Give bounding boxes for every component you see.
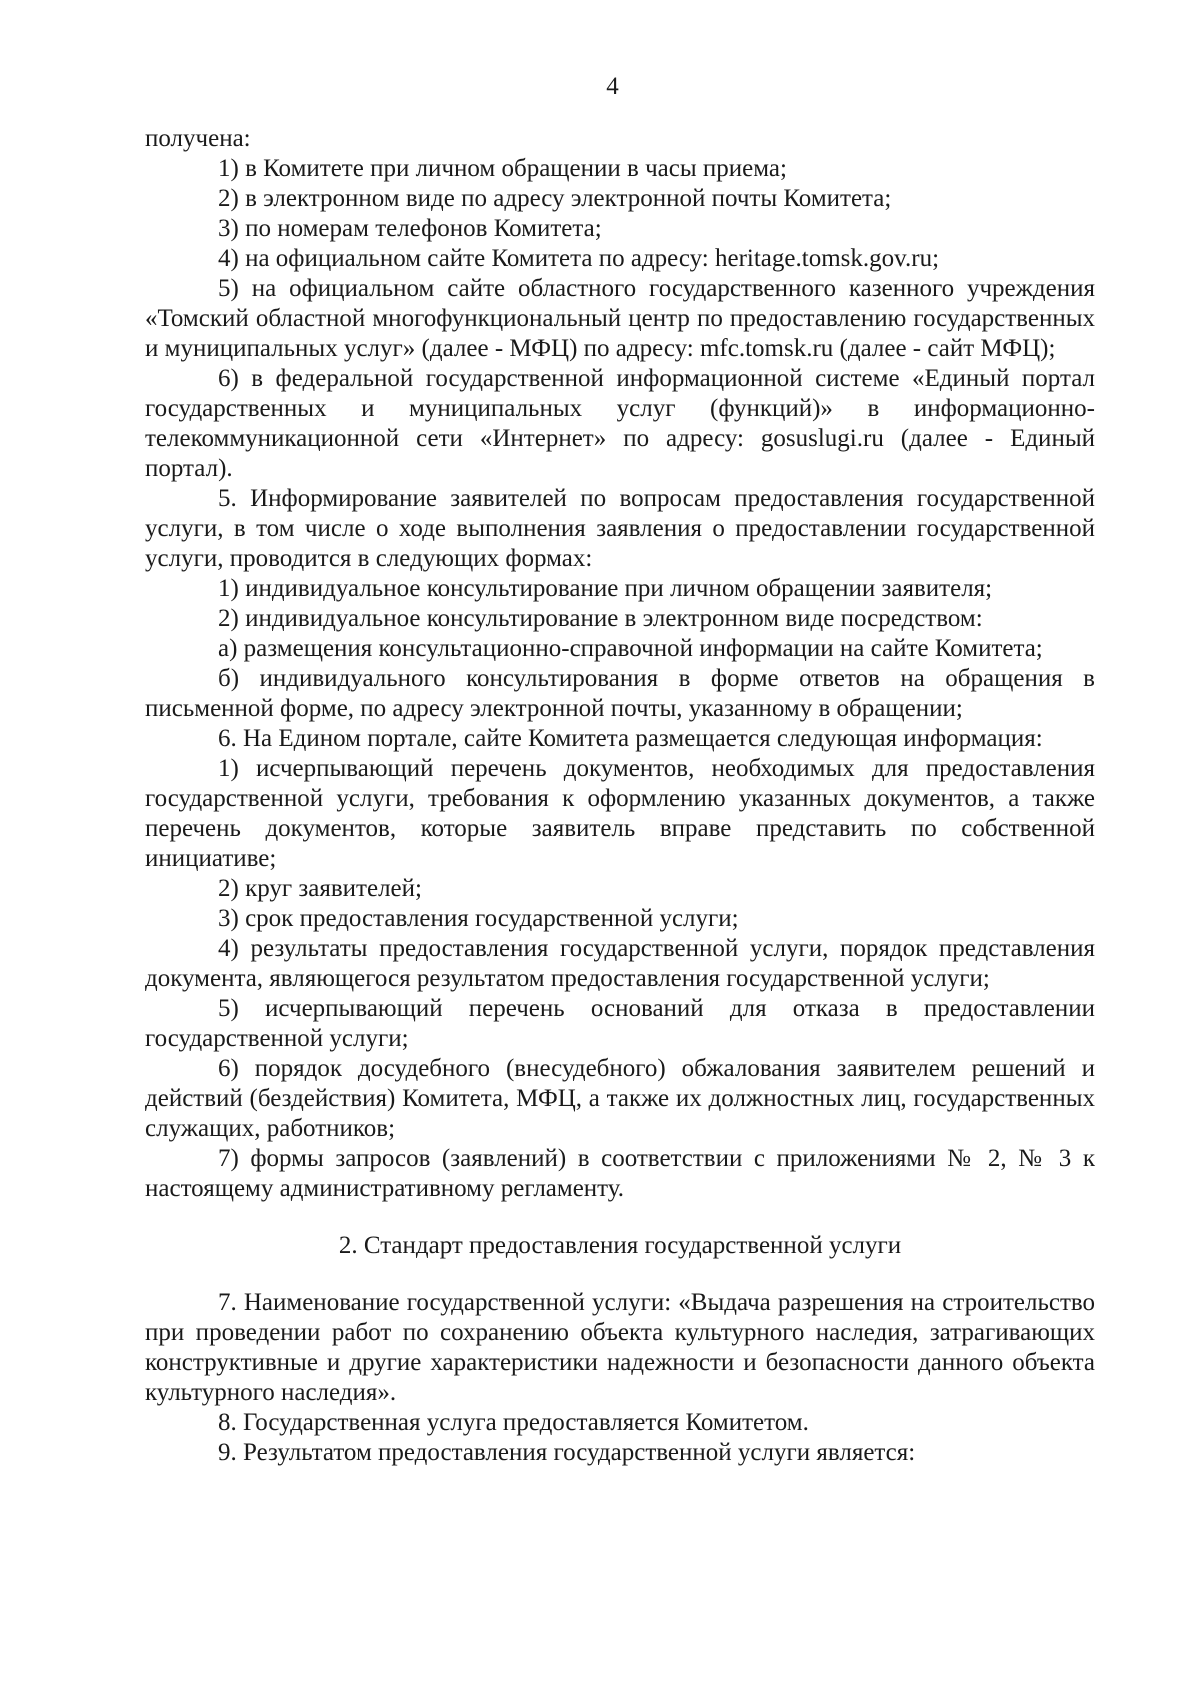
list-item: 1) в Комитете при личном обращении в часы приема; xyxy=(218,155,787,182)
list-item: а) размещения консультационно-справочной информации на сайте Комитета; xyxy=(218,635,1043,662)
list-item: 4) на официальном сайте Комитета по адресу: heritage.tomsk.gov.ru; xyxy=(218,245,940,272)
list-item: 6) порядок досудебного (внесудебного) обжалования заявителем решений и действий (бездействия) Комитета, МФЦ, а также их должностных лиц, государственных служащих, работников; xyxy=(145,1055,1095,1142)
document-body xyxy=(145,124,1095,1468)
list-item: б) индивидуального консультирования в форме ответов на обращения в письменной форме, по адресу электронной почты, указанному в обращении; xyxy=(145,665,1095,722)
list-item: 3) срок предоставления государственной услуги; xyxy=(218,905,739,932)
list-item: 5) исчерпывающий перечень оснований для отказа в предоставлении государственной услуги; xyxy=(145,995,1095,1052)
clause-paragraph: 5. Информирование заявителей по вопросам предоставления государственной услуги, в том числе о ходе выполнения заявления о предоставлении государственной услуги, проводится в следующих формах: xyxy=(145,485,1095,572)
page-number: 4 xyxy=(606,73,619,100)
list-item: 7) формы запросов (заявлений) в соответствии с приложениями № 2, № 3 к настоящему административному регламенту. xyxy=(145,1145,1095,1202)
paragraph: получена: xyxy=(145,125,251,152)
list-item: 2) индивидуальное консультирование в электронном виде посредством: xyxy=(218,605,983,632)
list-item: 2) в электронном виде по адресу электронной почты Комитета; xyxy=(218,185,892,212)
list-item: 4) результаты предоставления государственной услуги, порядок представления документа, являющегося результатом предоставления государственной услуги; xyxy=(145,935,1095,992)
section-heading: 2. Стандарт предоставления государственной услуги xyxy=(338,1232,902,1259)
clause-paragraph: 7. Наименование государственной услуги: «Выдача разрешения на строительство при проведении работ по сохранению объекта культурного наследия, затрагивающих конструктивные и другие характеристики надежности и безопасности данного объекта культурного наследия». xyxy=(145,1289,1095,1406)
list-item: 3) по номерам телефонов Комитета; xyxy=(218,215,602,242)
list-item: 5) на официальном сайте областного государственного казенного учреждения «Томский областной многофункциональный центр по предоставлению государственных и муниципальных услуг» (далее - МФЦ) по адресу: mfc.tomsk.ru (далее - сайт МФЦ); xyxy=(145,275,1095,362)
list-item: 1) индивидуальное консультирование при личном обращении заявителя; xyxy=(218,575,993,602)
list-item: 6) в федеральной государственной информационной системе «Единый портал государственных и муниципальных услуг (функций)» в информационно-телекоммуникационной сети «Интернет» по адресу: gosuslugi.ru (далее - Единый портал). xyxy=(145,365,1095,482)
list-item: 2) круг заявителей; xyxy=(218,875,422,902)
clause-paragraph: 6. На Едином портале, сайте Комитета размещается следующая информация: xyxy=(218,725,1043,752)
list-item: 1) исчерпывающий перечень документов, необходимых для предоставления государственной услуги, требования к оформлению указанных документов, а также перечень документов, которые заявитель вправе представить по собственной инициативе; xyxy=(145,755,1095,872)
clause-paragraph: 9. Результатом предоставления государственной услуги является: xyxy=(218,1439,916,1466)
clause-paragraph: 8. Государственная услуга предоставляется Комитетом. xyxy=(218,1409,809,1436)
